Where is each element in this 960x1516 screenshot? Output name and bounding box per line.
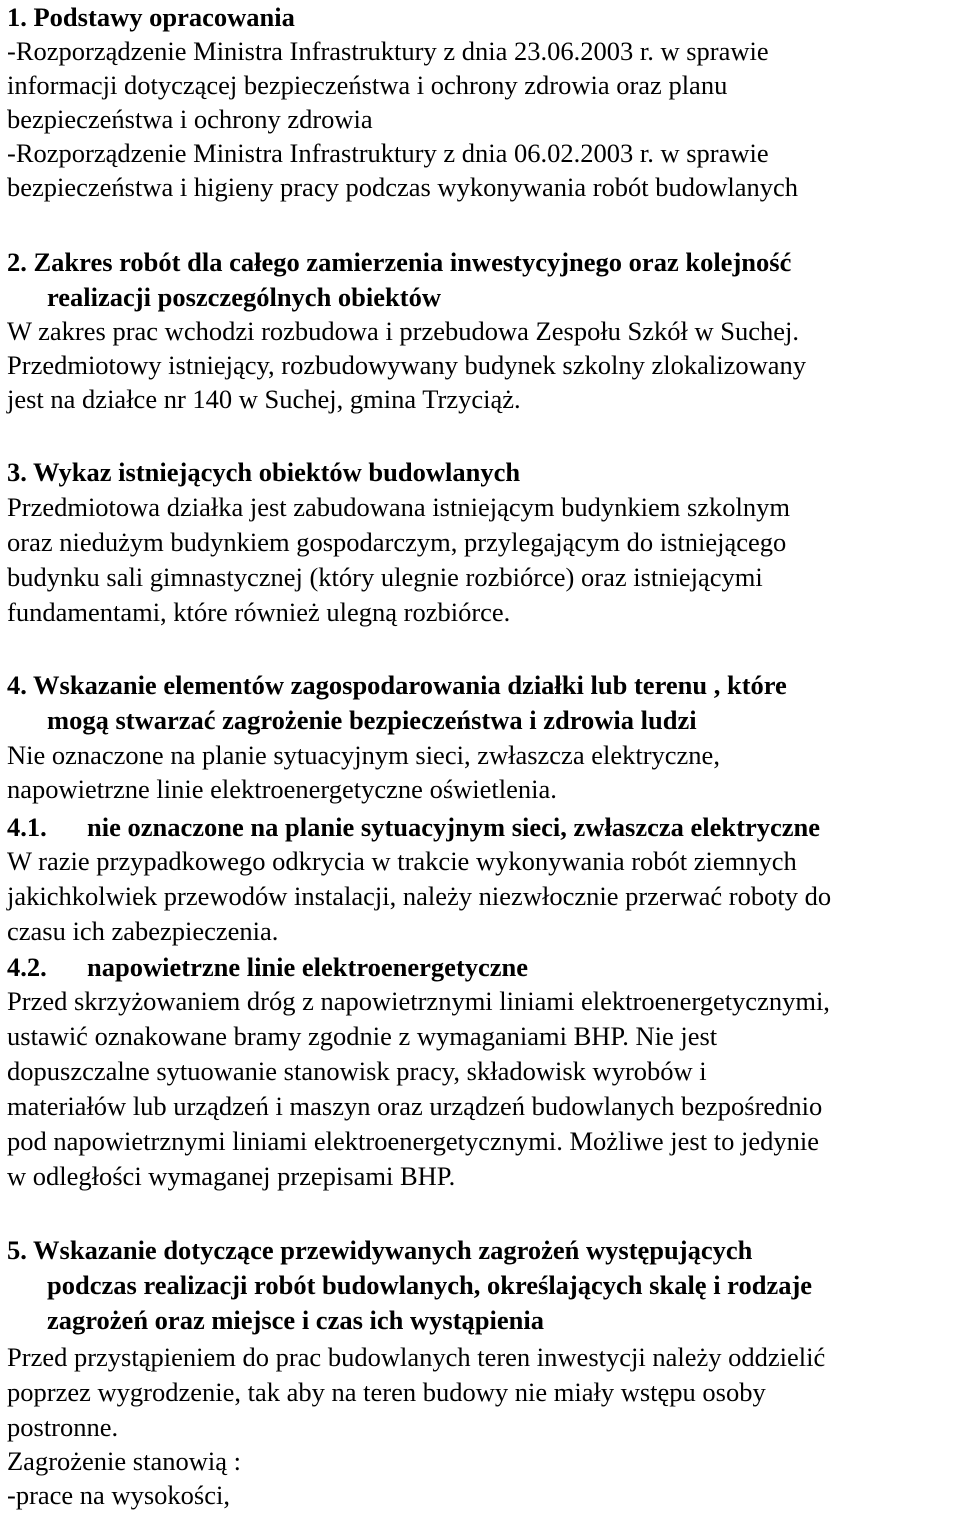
section-3-line: oraz niedużym budynkiem gospodarczym, przylegającym do istniejącego — [7, 527, 787, 557]
section-5-heading-cont: podczas realizacji robót budowlanych, określających skalę i rodzaje — [47, 1270, 813, 1300]
section-1-line: -Rozporządzenie Ministra Infrastruktury z dnia 23.06.2003 r. w sprawie — [7, 36, 769, 66]
section-3-line: budynku sali gimnastycznej (który ulegnie rozbiórce) oraz istniejącymi — [7, 562, 763, 592]
section-4-heading: 4. Wskazanie elementów zagospodarowania działki lub terenu , które — [7, 670, 787, 700]
section-3-line: Przedmiotowa działka jest zabudowana istniejącym budynkiem szkolnym — [7, 492, 791, 522]
subsection-4-2-line: Przed skrzyżowaniem dróg z napowietrznymi liniami elektroenergetycznymi, — [7, 986, 830, 1016]
subsection-4-1-line: W razie przypadkowego odkrycia w trakcie wykonywania robót ziemnych — [7, 846, 797, 876]
section-5-heading-cont: zagrożeń oraz miejsce i czas ich wystąpienia — [47, 1305, 544, 1335]
section-1-heading: 1. Podstawy opracowania — [7, 2, 295, 32]
subsection-4-2-line: materiałów lub urządzeń i maszyn oraz urządzeń budowlanych bezpośrednio — [7, 1091, 823, 1121]
section-2-line: Przedmiotowy istniejący, rozbudowywany budynek szkolny zlokalizowany — [7, 350, 806, 380]
section-2-line: W zakres prac wchodzi rozbudowa i przebudowa Zespołu Szkół w Suchej. — [7, 316, 800, 346]
section-2-heading: 2. Zakres robót dla całego zamierzenia inwestycyjnego oraz kolejność — [7, 247, 792, 277]
section-5-line: poprzez wygrodzenie, tak aby na teren budowy nie miały wstępu osoby — [7, 1377, 766, 1407]
subsection-4-1-line: jakichkolwiek przewodów instalacji, należy niezwłocznie przerwać roboty do — [7, 881, 832, 911]
section-5-line: postronne. — [7, 1412, 119, 1442]
section-1-line: bezpieczeństwa i higieny pracy podczas wykonywania robót budowlanych — [7, 172, 799, 202]
subsection-4-2-heading: napowietrzne linie elektroenergetyczne — [87, 952, 529, 982]
section-2-heading-cont: realizacji poszczególnych obiektów — [47, 282, 441, 312]
subsection-4-1-number: 4.1. — [7, 812, 47, 842]
section-5-line: Zagrożenie stanowią : — [7, 1446, 241, 1476]
section-1-line: -Rozporządzenie Ministra Infrastruktury z dnia 06.02.2003 r. w sprawie — [7, 138, 769, 168]
section-5-line: -prace na wysokości, — [7, 1480, 230, 1510]
subsection-4-1-line: czasu ich zabezpieczenia. — [7, 916, 279, 946]
section-4-line: napowietrzne linie elektroenergetyczne oświetlenia. — [7, 774, 557, 804]
section-1-line: informacji dotyczącej bezpieczeństwa i ochrony zdrowia oraz planu — [7, 70, 728, 100]
subsection-4-2-line: ustawić oznakowane bramy zgodnie z wymaganiami BHP. Nie jest — [7, 1021, 718, 1051]
subsection-4-2-line: dopuszczalne sytuowanie stanowisk pracy, składowisk wyrobów i — [7, 1056, 707, 1086]
section-5-heading: 5. Wskazanie dotyczące przewidywanych zagrożeń występujących — [7, 1235, 753, 1265]
section-2-line: jest na działce nr 140 w Suchej, gmina Trzyciąż. — [7, 384, 521, 414]
subsection-4-2-line: w odległości wymaganej przepisami BHP. — [7, 1161, 456, 1191]
section-1-line: bezpieczeństwa i ochrony zdrowia — [7, 104, 373, 134]
section-3-heading: 3. Wykaz istniejących obiektów budowlanych — [7, 457, 521, 487]
section-3-line: fundamentami, które również ulegną rozbiórce. — [7, 597, 511, 627]
section-5-line: Przed przystąpieniem do prac budowlanych teren inwestycji należy oddzielić — [7, 1342, 826, 1372]
subsection-4-2-number: 4.2. — [7, 952, 47, 982]
section-4-heading-cont: mogą stwarzać zagrożenie bezpieczeństwa i zdrowia ludzi — [47, 705, 697, 735]
subsection-4-1-heading: nie oznaczone na planie sytuacyjnym sieci, zwłaszcza elektryczne — [87, 812, 821, 842]
section-4-line: Nie oznaczone na planie sytuacyjnym sieci, zwłaszcza elektryczne, — [7, 740, 720, 770]
subsection-4-2-line: pod napowietrznymi liniami elektroenergetycznymi. Możliwe jest to jedynie — [7, 1126, 819, 1156]
